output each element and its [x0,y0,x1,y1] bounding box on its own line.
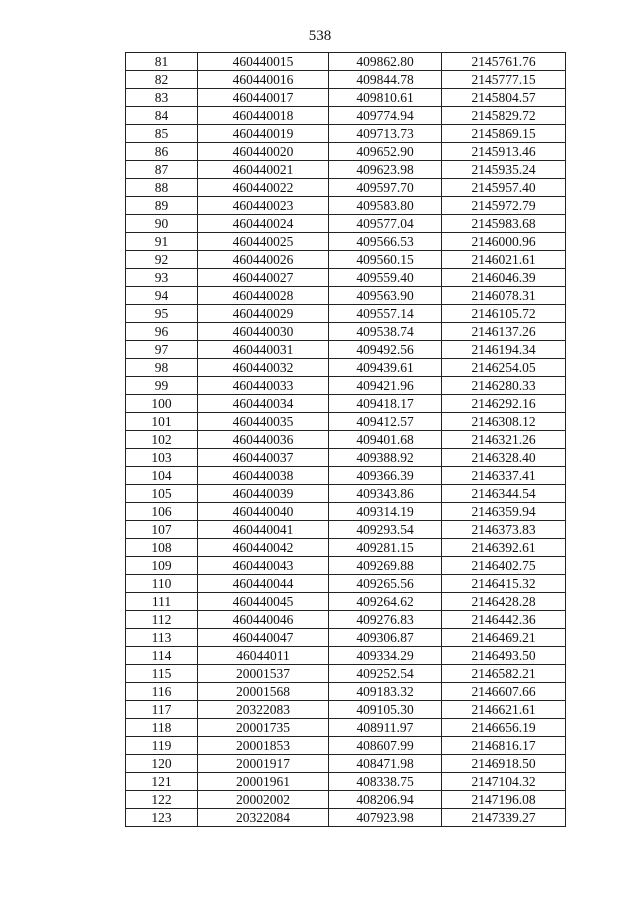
point-number-cell: 109 [126,557,198,575]
point-number-cell: 87 [126,161,198,179]
point-number-cell: 93 [126,269,198,287]
y-coordinate-cell: 2146321.26 [442,431,566,449]
point-number-cell: 90 [126,215,198,233]
point-number-cell: 102 [126,431,198,449]
x-coordinate-cell: 409388.92 [329,449,442,467]
y-coordinate-cell: 2146402.75 [442,557,566,575]
y-coordinate-cell: 2145869.15 [442,125,566,143]
y-coordinate-cell: 2146469.21 [442,629,566,647]
y-coordinate-cell: 2146656.19 [442,719,566,737]
x-coordinate-cell: 409559.40 [329,269,442,287]
x-coordinate-cell: 408911.97 [329,719,442,737]
x-coordinate-cell: 409421.96 [329,377,442,395]
y-coordinate-cell: 2146337.41 [442,467,566,485]
x-coordinate-cell: 409538.74 [329,323,442,341]
x-coordinate-cell: 409844.78 [329,71,442,89]
x-coordinate-cell: 409265.56 [329,575,442,593]
point-id-cell: 20001568 [198,683,329,701]
x-coordinate-cell: 409334.29 [329,647,442,665]
y-coordinate-cell: 2146373.83 [442,521,566,539]
point-number-cell: 100 [126,395,198,413]
point-number-cell: 117 [126,701,198,719]
y-coordinate-cell: 2147196.08 [442,791,566,809]
y-coordinate-cell: 2146918.50 [442,755,566,773]
x-coordinate-cell: 409577.04 [329,215,442,233]
coordinates-table [125,52,566,827]
x-coordinate-cell: 409652.90 [329,143,442,161]
table-row [126,647,566,665]
y-coordinate-cell: 2146021.61 [442,251,566,269]
point-id-cell: 460440045 [198,593,329,611]
point-id-cell: 460440028 [198,287,329,305]
point-number-cell: 104 [126,467,198,485]
x-coordinate-cell: 407923.98 [329,809,442,827]
table-row [126,701,566,719]
x-coordinate-cell: 409566.53 [329,233,442,251]
y-coordinate-cell: 2147104.32 [442,773,566,791]
x-coordinate-cell: 409563.90 [329,287,442,305]
x-coordinate-cell: 409597.70 [329,179,442,197]
x-coordinate-cell: 409105.30 [329,701,442,719]
point-number-cell: 88 [126,179,198,197]
table-row [126,593,566,611]
table-row [126,557,566,575]
x-coordinate-cell: 408206.94 [329,791,442,809]
point-id-cell: 460440030 [198,323,329,341]
point-id-cell: 460440021 [198,161,329,179]
table-row [126,449,566,467]
point-number-cell: 120 [126,755,198,773]
table-row [126,755,566,773]
y-coordinate-cell: 2145761.76 [442,53,566,71]
y-coordinate-cell: 2146344.54 [442,485,566,503]
y-coordinate-cell: 2147339.27 [442,809,566,827]
point-id-cell: 460440039 [198,485,329,503]
point-number-cell: 122 [126,791,198,809]
y-coordinate-cell: 2146442.36 [442,611,566,629]
point-number-cell: 116 [126,683,198,701]
point-number-cell: 123 [126,809,198,827]
table-row [126,683,566,701]
point-number-cell: 91 [126,233,198,251]
point-id-cell: 460440022 [198,179,329,197]
point-id-cell: 460440015 [198,53,329,71]
y-coordinate-cell: 2145972.79 [442,197,566,215]
table-row [126,737,566,755]
table-row [126,773,566,791]
point-id-cell: 460440041 [198,521,329,539]
point-number-cell: 106 [126,503,198,521]
x-coordinate-cell: 409774.94 [329,107,442,125]
y-coordinate-cell: 2146046.39 [442,269,566,287]
point-number-cell: 82 [126,71,198,89]
table-row [126,143,566,161]
table-row [126,269,566,287]
point-id-cell: 460440026 [198,251,329,269]
point-number-cell: 81 [126,53,198,71]
y-coordinate-cell: 2146194.34 [442,341,566,359]
point-id-cell: 460440025 [198,233,329,251]
point-number-cell: 86 [126,143,198,161]
point-id-cell: 460440036 [198,431,329,449]
table-row [126,341,566,359]
y-coordinate-cell: 2146137.26 [442,323,566,341]
table-row [126,359,566,377]
point-number-cell: 107 [126,521,198,539]
point-number-cell: 108 [126,539,198,557]
table-row [126,215,566,233]
point-id-cell: 460440023 [198,197,329,215]
point-id-cell: 20001735 [198,719,329,737]
y-coordinate-cell: 2146415.32 [442,575,566,593]
x-coordinate-cell: 409560.15 [329,251,442,269]
y-coordinate-cell: 2146392.61 [442,539,566,557]
table-row [126,665,566,683]
table-row [126,809,566,827]
point-id-cell: 460440027 [198,269,329,287]
point-id-cell: 460440032 [198,359,329,377]
point-number-cell: 110 [126,575,198,593]
y-coordinate-cell: 2145983.68 [442,215,566,233]
y-coordinate-cell: 2145777.15 [442,71,566,89]
point-number-cell: 94 [126,287,198,305]
table-row [126,485,566,503]
y-coordinate-cell: 2146105.72 [442,305,566,323]
table-row [126,233,566,251]
x-coordinate-cell: 409264.62 [329,593,442,611]
table-row [126,53,566,71]
table-row [126,251,566,269]
x-coordinate-cell: 408607.99 [329,737,442,755]
point-id-cell: 20001537 [198,665,329,683]
point-id-cell: 20001961 [198,773,329,791]
table-row [126,719,566,737]
point-number-cell: 101 [126,413,198,431]
point-id-cell: 460440040 [198,503,329,521]
x-coordinate-cell: 409281.15 [329,539,442,557]
table-row [126,611,566,629]
point-id-cell: 460440018 [198,107,329,125]
x-coordinate-cell: 409412.57 [329,413,442,431]
x-coordinate-cell: 409810.61 [329,89,442,107]
point-number-cell: 119 [126,737,198,755]
table-row [126,413,566,431]
y-coordinate-cell: 2145957.40 [442,179,566,197]
x-coordinate-cell: 409713.73 [329,125,442,143]
point-number-cell: 105 [126,485,198,503]
x-coordinate-cell: 409252.54 [329,665,442,683]
point-number-cell: 112 [126,611,198,629]
point-number-cell: 84 [126,107,198,125]
table-row [126,521,566,539]
point-id-cell: 46044011 [198,647,329,665]
table-row [126,107,566,125]
point-id-cell: 20002002 [198,791,329,809]
point-id-cell: 460440029 [198,305,329,323]
table-row [126,575,566,593]
point-number-cell: 111 [126,593,198,611]
y-coordinate-cell: 2146607.66 [442,683,566,701]
table-row [126,161,566,179]
point-number-cell: 115 [126,665,198,683]
x-coordinate-cell: 409343.86 [329,485,442,503]
table-row [126,467,566,485]
point-id-cell: 460440037 [198,449,329,467]
point-id-cell: 20322084 [198,809,329,827]
table-row [126,179,566,197]
x-coordinate-cell: 409401.68 [329,431,442,449]
y-coordinate-cell: 2146328.40 [442,449,566,467]
point-number-cell: 114 [126,647,198,665]
point-id-cell: 460440020 [198,143,329,161]
point-number-cell: 118 [126,719,198,737]
table-row [126,503,566,521]
point-number-cell: 89 [126,197,198,215]
x-coordinate-cell: 409306.87 [329,629,442,647]
x-coordinate-cell: 409418.17 [329,395,442,413]
table-row [126,791,566,809]
y-coordinate-cell: 2146292.16 [442,395,566,413]
point-number-cell: 113 [126,629,198,647]
y-coordinate-cell: 2145913.46 [442,143,566,161]
table-row [126,89,566,107]
x-coordinate-cell: 408338.75 [329,773,442,791]
table-row [126,305,566,323]
y-coordinate-cell: 2146254.05 [442,359,566,377]
point-id-cell: 460440033 [198,377,329,395]
y-coordinate-cell: 2146582.21 [442,665,566,683]
table-row [126,71,566,89]
coordinates-table-body [126,53,566,827]
table-row [126,539,566,557]
point-id-cell: 20001917 [198,755,329,773]
x-coordinate-cell: 409492.56 [329,341,442,359]
table-row [126,377,566,395]
y-coordinate-cell: 2146000.96 [442,233,566,251]
x-coordinate-cell: 409557.14 [329,305,442,323]
table-row [126,287,566,305]
table-row [126,125,566,143]
table-row [126,395,566,413]
point-id-cell: 460440046 [198,611,329,629]
x-coordinate-cell: 409269.88 [329,557,442,575]
point-number-cell: 92 [126,251,198,269]
point-number-cell: 96 [126,323,198,341]
point-id-cell: 460440016 [198,71,329,89]
point-id-cell: 460440031 [198,341,329,359]
x-coordinate-cell: 409276.83 [329,611,442,629]
point-id-cell: 460440043 [198,557,329,575]
table-row [126,629,566,647]
point-number-cell: 95 [126,305,198,323]
x-coordinate-cell: 409623.98 [329,161,442,179]
point-number-cell: 121 [126,773,198,791]
point-id-cell: 460440038 [198,467,329,485]
y-coordinate-cell: 2145935.24 [442,161,566,179]
point-id-cell: 460440042 [198,539,329,557]
y-coordinate-cell: 2146308.12 [442,413,566,431]
y-coordinate-cell: 2146621.61 [442,701,566,719]
point-id-cell: 460440019 [198,125,329,143]
table-row [126,197,566,215]
point-id-cell: 460440044 [198,575,329,593]
table-row [126,323,566,341]
point-id-cell: 460440034 [198,395,329,413]
point-number-cell: 98 [126,359,198,377]
point-id-cell: 20001853 [198,737,329,755]
x-coordinate-cell: 409183.32 [329,683,442,701]
y-coordinate-cell: 2146078.31 [442,287,566,305]
point-number-cell: 99 [126,377,198,395]
point-number-cell: 97 [126,341,198,359]
point-number-cell: 103 [126,449,198,467]
x-coordinate-cell: 409583.80 [329,197,442,215]
x-coordinate-cell: 409862.80 [329,53,442,71]
point-id-cell: 460440047 [198,629,329,647]
page-number: 538 [308,28,332,44]
x-coordinate-cell: 409366.39 [329,467,442,485]
y-coordinate-cell: 2145804.57 [442,89,566,107]
y-coordinate-cell: 2146816.17 [442,737,566,755]
y-coordinate-cell: 2146359.94 [442,503,566,521]
point-id-cell: 460440017 [198,89,329,107]
point-number-cell: 85 [126,125,198,143]
point-id-cell: 460440024 [198,215,329,233]
x-coordinate-cell: 409439.61 [329,359,442,377]
table-row [126,431,566,449]
y-coordinate-cell: 2146493.50 [442,647,566,665]
y-coordinate-cell: 2146280.33 [442,377,566,395]
x-coordinate-cell: 409293.54 [329,521,442,539]
y-coordinate-cell: 2145829.72 [442,107,566,125]
y-coordinate-cell: 2146428.28 [442,593,566,611]
point-number-cell: 83 [126,89,198,107]
x-coordinate-cell: 409314.19 [329,503,442,521]
x-coordinate-cell: 408471.98 [329,755,442,773]
point-id-cell: 20322083 [198,701,329,719]
point-id-cell: 460440035 [198,413,329,431]
